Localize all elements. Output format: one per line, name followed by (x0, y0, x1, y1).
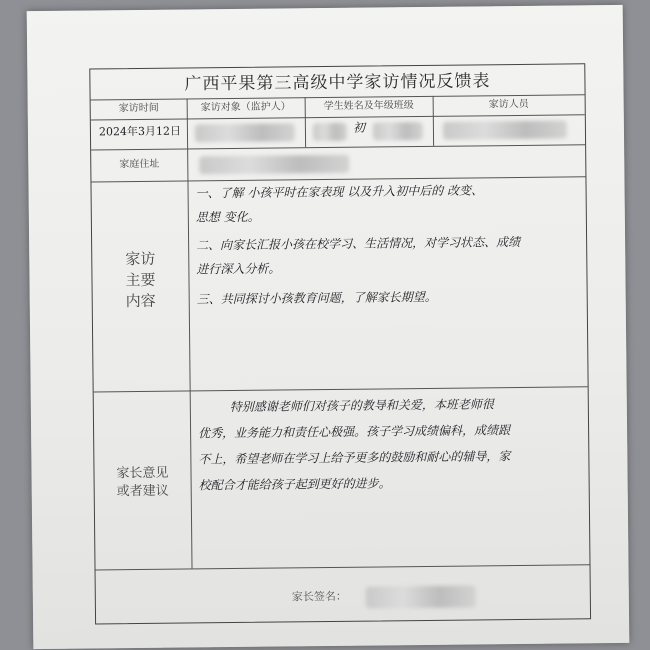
header-student-info: 学生姓名及年级班级 (323, 100, 414, 113)
content-label-line: 主要 (125, 270, 156, 290)
feedback-form-table (89, 63, 591, 624)
opinion-label-line: 家长意见 (116, 465, 169, 482)
content-item: 三、共同探讨小孩教育问题，了解家长期望。 (196, 289, 437, 307)
redacted-signature (366, 585, 476, 608)
header-visit-time: 家访时间 (118, 102, 159, 115)
feedback-form-paper (27, 5, 630, 649)
opinion-line: 校配合才能给孩子起到更好的进步。 (198, 476, 391, 493)
form-title: 广西平果第三高级中学家访情况反馈表 (184, 71, 491, 95)
content-label-line: 家访 (125, 249, 156, 269)
opinion-line: 优秀，业务能力和责任心极强。孩子学习成绩偏科，成绩跟 (198, 423, 511, 441)
student-grade-partial: 初 (352, 120, 366, 135)
content-label (92, 248, 189, 312)
row-divider (94, 386, 588, 392)
signature-label: 家长签名： (291, 589, 347, 604)
opinion-label (94, 464, 190, 501)
redacted-visitors (443, 120, 567, 139)
header-visitors: 家访人员 (488, 98, 529, 111)
content-item: 一、了解 小孩平时在家表现 以及升入初中后的 改变、 (195, 183, 484, 201)
content-item: 思想 变化。 (195, 209, 260, 225)
header-visit-target: 家访对象（监护人） (200, 101, 291, 114)
content-item: 二、向家长汇报小孩在校学习、生活情况，对学习状态、成绩 (196, 234, 521, 253)
redacted-student-name (313, 123, 347, 141)
redacted-address (199, 155, 349, 175)
content-item: 进行深入分析。 (196, 261, 281, 277)
opinion-label-line: 或者建议 (116, 483, 169, 500)
opinion-line: 特别感谢老师们对孩子的教导和关爱，本班老师很 (229, 397, 494, 415)
visit-time-value: 2024年3月12日 (98, 124, 182, 139)
redacted-class (373, 122, 423, 141)
redacted-guardian (195, 123, 295, 142)
opinion-line: 不上，希望老师在学习上给予更多的鼓励和耐心的辅导，家 (198, 449, 511, 467)
row-divider (96, 564, 590, 570)
content-label-line: 内容 (125, 291, 156, 311)
address-label: 家庭住址 (119, 158, 160, 171)
